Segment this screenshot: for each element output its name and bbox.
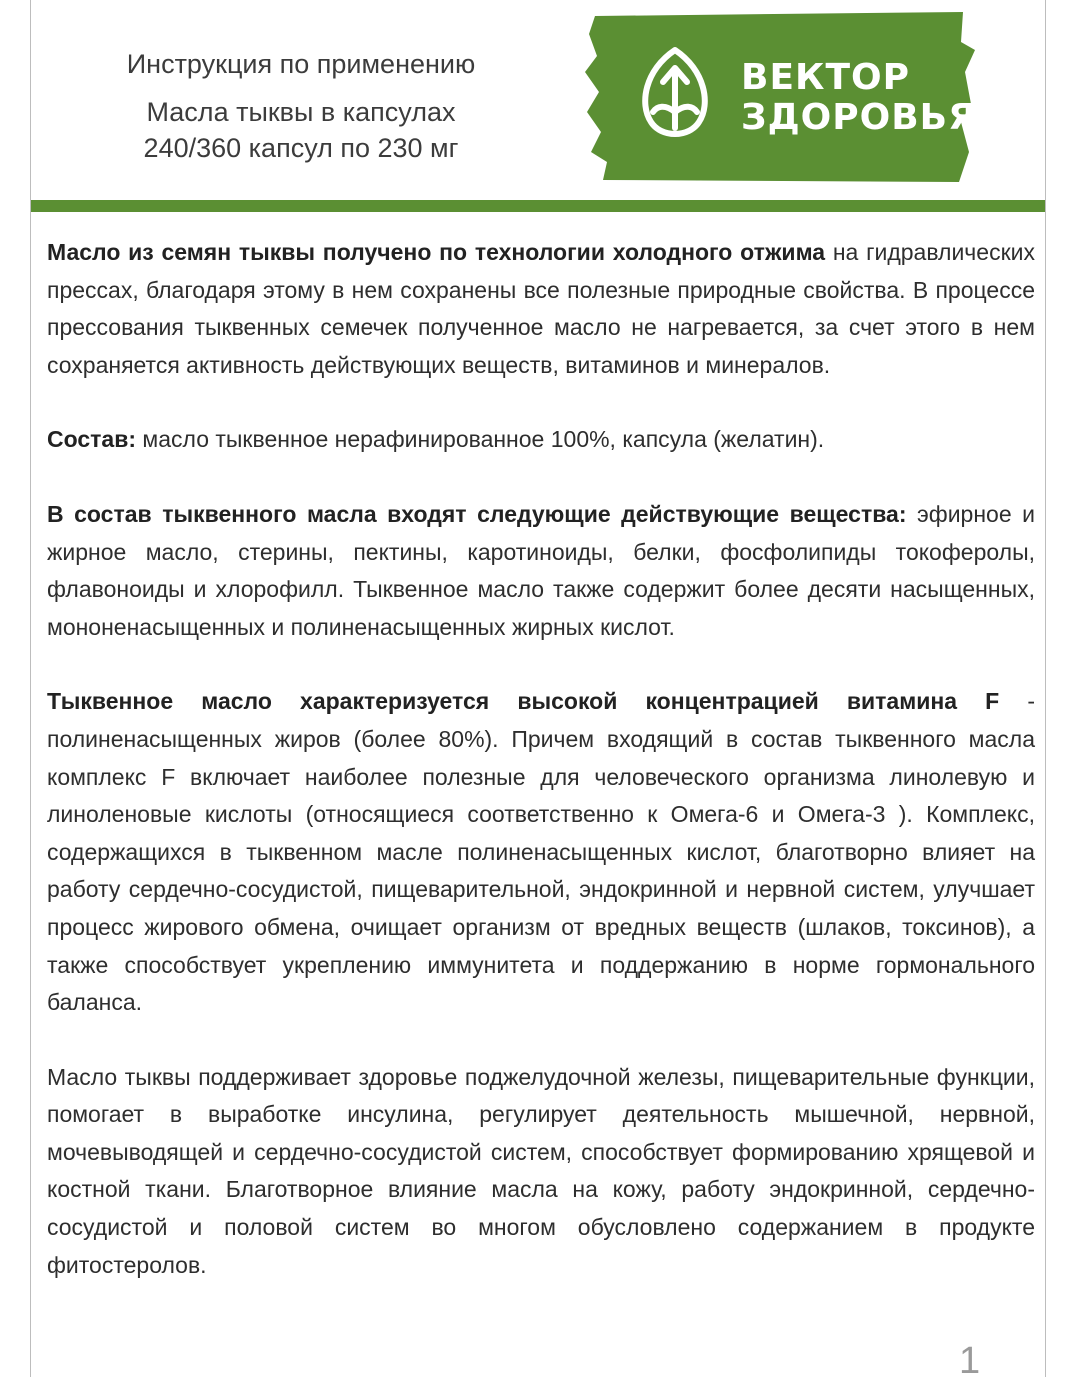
paragraph-cold-press: [47, 234, 1035, 384]
paragraph-heading: Тыквенное масло характеризуется высокой концентрацией витамина F: [47, 688, 1000, 715]
brand-name-line1: ВЕКТОР: [741, 57, 911, 98]
brand-name-line2: ЗДОРОВЬЯ: [741, 97, 977, 138]
paragraph-text: - полиненасыщенных жиров (более 80%). Причем входящий в состав тыквенного масла комплекс F включает наиболее полезные для человеческого организма линолевую и линоленовые кислоты (относящиеся соответственно к Омега-6 и Омега-3 ). Комплекс, содержащихся в тыквенном масле полиненасыщенных кислот, благотворно влияет на работу сердечно-сосудистой, пищеварительной, эндокринной и нервной систем, улучшает процесс жирового обмена, очищает организм от вредных веществ (шлаков, токсинов), а также способствует укреплению иммунитета и поддержанию в норме гормонального баланса.: [47, 688, 1035, 1016]
header: [31, 0, 1045, 200]
header-title: [71, 46, 531, 166]
brand-name: [741, 58, 977, 138]
paragraph-heading: В состав тыквенного масла входят следующие действующие вещества:: [47, 500, 907, 527]
paragraph-text: масло тыквенное нерафинированное 100%, капсула (желатин).: [136, 426, 825, 453]
page-number: 1: [959, 1340, 981, 1382]
header-title-line1: Инструкция по применению: [126, 49, 476, 79]
paragraph-text: Масло тыквы поддерживает здоровье поджелудочной железы, пищеварительные функции, помогает в выработке инсулина, регулирует деятельность мышечной, нервной, мочевыводящей и сердечно-сосудистой систем, способствует формированию хрящевой и костной ткани. Благотворное влияние масла на кожу, работу эндокринной, сердечно-сосудистой и половой систем во многом обусловлено содержанием в продукте фитостеролов.: [47, 1063, 1035, 1278]
paragraph-heading: Состав:: [47, 426, 137, 453]
paragraph-vitamin-f: [47, 683, 1035, 1021]
paragraph-text: на гидравлических прессах, благодаря этому в нем сохранены все полезные природные свойства. В процессе прессования тыквенных семечек полученное масло не нагревается, за счет этого в нем сохраняется активность действующих веществ, витаминов и минералов.: [47, 239, 1035, 378]
paragraph-text: эфирное и жирное масло, стерины, пектины, каротиноиды, белки, фосфолипиды токоферолы, флавоноиды и хлорофилл. Тыквенное масло также содержит более десяти насыщенных, мононенасыщенных и полиненасыщенных жирных кислот.: [47, 500, 1035, 640]
brand-logo: [583, 12, 975, 182]
paragraph-active-substances: [47, 496, 1035, 646]
paragraph-health-benefits: [47, 1059, 1035, 1285]
header-title-line3: 240/360 капсул по 230 мг: [143, 133, 459, 163]
header-divider: [31, 200, 1045, 212]
instruction-body: [47, 234, 1035, 1321]
paragraph-heading: Масло из семян тыквы получено по технологии холодного отжима: [47, 239, 826, 265]
paragraph-composition: [47, 421, 1035, 459]
instruction-page: [30, 0, 1046, 1382]
header-title-line2: Масла тыквы в капсулах: [146, 97, 456, 127]
